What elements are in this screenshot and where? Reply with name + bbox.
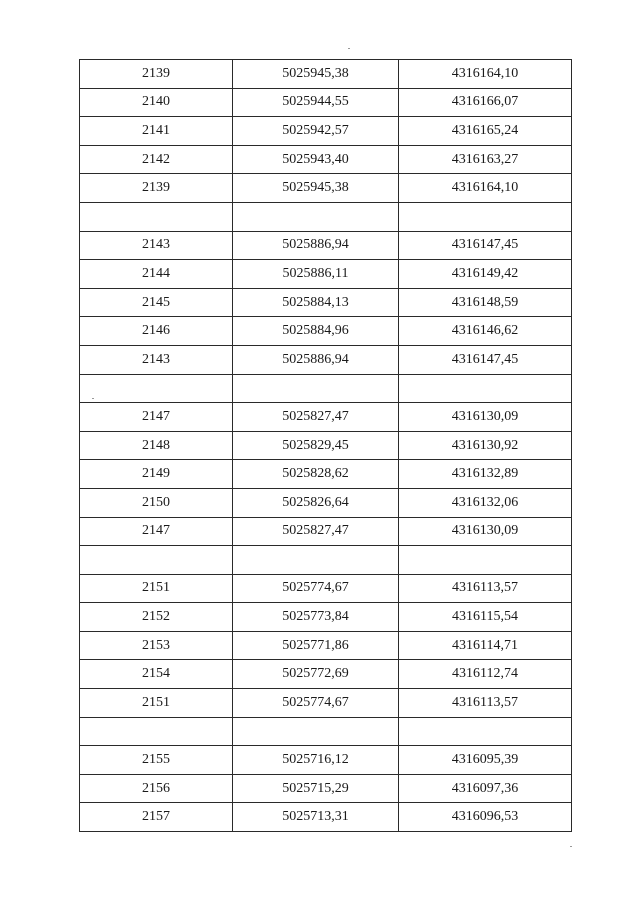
table-row xyxy=(80,88,572,117)
y-coordinate-cell: 4316114,71 xyxy=(399,631,572,660)
x-coordinate-cell: 5025944,55 xyxy=(233,88,399,117)
x-coordinate-cell: 5025827,47 xyxy=(233,517,399,546)
point-id-cell xyxy=(80,717,233,746)
point-id-cell: 2151 xyxy=(80,689,233,718)
table-separator-row xyxy=(80,374,572,403)
x-coordinate-cell: 5025886,94 xyxy=(233,231,399,260)
x-coordinate-cell: 5025773,84 xyxy=(233,603,399,632)
coordinates-table-body xyxy=(80,60,572,832)
point-id-cell: 2147 xyxy=(80,403,233,432)
x-coordinate-cell xyxy=(233,717,399,746)
table-separator-row xyxy=(80,202,572,231)
y-coordinate-cell: 4316096,53 xyxy=(399,803,572,832)
table-row xyxy=(80,174,572,203)
table-row xyxy=(80,117,572,146)
point-id-cell xyxy=(80,202,233,231)
table-row xyxy=(80,317,572,346)
x-coordinate-cell: 5025945,38 xyxy=(233,60,399,89)
table-row xyxy=(80,231,572,260)
x-coordinate-cell: 5025715,29 xyxy=(233,774,399,803)
x-coordinate-cell: 5025771,86 xyxy=(233,631,399,660)
scan-speck xyxy=(570,846,572,847)
point-id-cell: 2155 xyxy=(80,746,233,775)
y-coordinate-cell: 4316130,09 xyxy=(399,403,572,432)
point-id-cell: 2156 xyxy=(80,774,233,803)
y-coordinate-cell: 4316147,45 xyxy=(399,231,572,260)
y-coordinate-cell xyxy=(399,374,572,403)
x-coordinate-cell: 5025886,11 xyxy=(233,260,399,289)
point-id-cell: 2143 xyxy=(80,345,233,374)
x-coordinate-cell: 5025884,13 xyxy=(233,288,399,317)
point-id-cell: 2157 xyxy=(80,803,233,832)
point-id-cell: 2153 xyxy=(80,631,233,660)
table-row xyxy=(80,746,572,775)
point-id-cell xyxy=(80,546,233,575)
x-coordinate-cell xyxy=(233,546,399,575)
x-coordinate-cell: 5025826,64 xyxy=(233,488,399,517)
point-id-cell: 2146 xyxy=(80,317,233,346)
point-id-cell: 2145 xyxy=(80,288,233,317)
table-row xyxy=(80,603,572,632)
y-coordinate-cell: 4316113,57 xyxy=(399,689,572,718)
table-row xyxy=(80,288,572,317)
point-id-cell: 2142 xyxy=(80,145,233,174)
point-id-cell: 2149 xyxy=(80,460,233,489)
point-id-cell: 2144 xyxy=(80,260,233,289)
point-id-cell xyxy=(80,374,233,403)
point-id-cell: 2151 xyxy=(80,574,233,603)
y-coordinate-cell: 4316097,36 xyxy=(399,774,572,803)
scan-speck xyxy=(348,48,350,49)
point-id-cell: 2141 xyxy=(80,117,233,146)
point-id-cell: 2140 xyxy=(80,88,233,117)
x-coordinate-cell: 5025943,40 xyxy=(233,145,399,174)
y-coordinate-cell: 4316149,42 xyxy=(399,260,572,289)
table-row xyxy=(80,345,572,374)
y-coordinate-cell: 4316130,09 xyxy=(399,517,572,546)
y-coordinate-cell: 4316166,07 xyxy=(399,88,572,117)
point-id-cell: 2139 xyxy=(80,60,233,89)
point-id-cell: 2143 xyxy=(80,231,233,260)
x-coordinate-cell: 5025945,38 xyxy=(233,174,399,203)
table-row xyxy=(80,60,572,89)
y-coordinate-cell: 4316113,57 xyxy=(399,574,572,603)
y-coordinate-cell: 4316164,10 xyxy=(399,60,572,89)
table-row xyxy=(80,403,572,432)
table-row xyxy=(80,660,572,689)
x-coordinate-cell: 5025716,12 xyxy=(233,746,399,775)
table-row xyxy=(80,145,572,174)
point-id-cell: 2152 xyxy=(80,603,233,632)
y-coordinate-cell xyxy=(399,717,572,746)
table-row xyxy=(80,260,572,289)
y-coordinate-cell: 4316130,92 xyxy=(399,431,572,460)
table-row xyxy=(80,803,572,832)
table-row xyxy=(80,631,572,660)
y-coordinate-cell: 4316095,39 xyxy=(399,746,572,775)
x-coordinate-cell xyxy=(233,202,399,231)
point-id-cell: 2148 xyxy=(80,431,233,460)
y-coordinate-cell: 4316132,89 xyxy=(399,460,572,489)
table-row xyxy=(80,689,572,718)
point-id-cell: 2147 xyxy=(80,517,233,546)
table-separator-row xyxy=(80,546,572,575)
y-coordinate-cell xyxy=(399,202,572,231)
table-row xyxy=(80,488,572,517)
point-id-cell: 2150 xyxy=(80,488,233,517)
y-coordinate-cell: 4316112,74 xyxy=(399,660,572,689)
table-row xyxy=(80,574,572,603)
x-coordinate-cell: 5025774,67 xyxy=(233,574,399,603)
table-separator-row xyxy=(80,717,572,746)
table-row xyxy=(80,460,572,489)
y-coordinate-cell: 4316147,45 xyxy=(399,345,572,374)
coordinates-table xyxy=(79,59,572,832)
x-coordinate-cell: 5025713,31 xyxy=(233,803,399,832)
point-id-cell: 2154 xyxy=(80,660,233,689)
x-coordinate-cell: 5025886,94 xyxy=(233,345,399,374)
x-coordinate-cell: 5025829,45 xyxy=(233,431,399,460)
x-coordinate-cell: 5025827,47 xyxy=(233,403,399,432)
x-coordinate-cell: 5025772,69 xyxy=(233,660,399,689)
table-row xyxy=(80,517,572,546)
table-row xyxy=(80,431,572,460)
y-coordinate-cell: 4316165,24 xyxy=(399,117,572,146)
x-coordinate-cell: 5025942,57 xyxy=(233,117,399,146)
table-row xyxy=(80,774,572,803)
y-coordinate-cell: 4316163,27 xyxy=(399,145,572,174)
x-coordinate-cell: 5025828,62 xyxy=(233,460,399,489)
y-coordinate-cell: 4316148,59 xyxy=(399,288,572,317)
y-coordinate-cell: 4316164,10 xyxy=(399,174,572,203)
x-coordinate-cell xyxy=(233,374,399,403)
point-id-cell: 2139 xyxy=(80,174,233,203)
y-coordinate-cell xyxy=(399,546,572,575)
y-coordinate-cell: 4316115,54 xyxy=(399,603,572,632)
x-coordinate-cell: 5025774,67 xyxy=(233,689,399,718)
scan-speck xyxy=(92,398,94,399)
y-coordinate-cell: 4316132,06 xyxy=(399,488,572,517)
y-coordinate-cell: 4316146,62 xyxy=(399,317,572,346)
x-coordinate-cell: 5025884,96 xyxy=(233,317,399,346)
